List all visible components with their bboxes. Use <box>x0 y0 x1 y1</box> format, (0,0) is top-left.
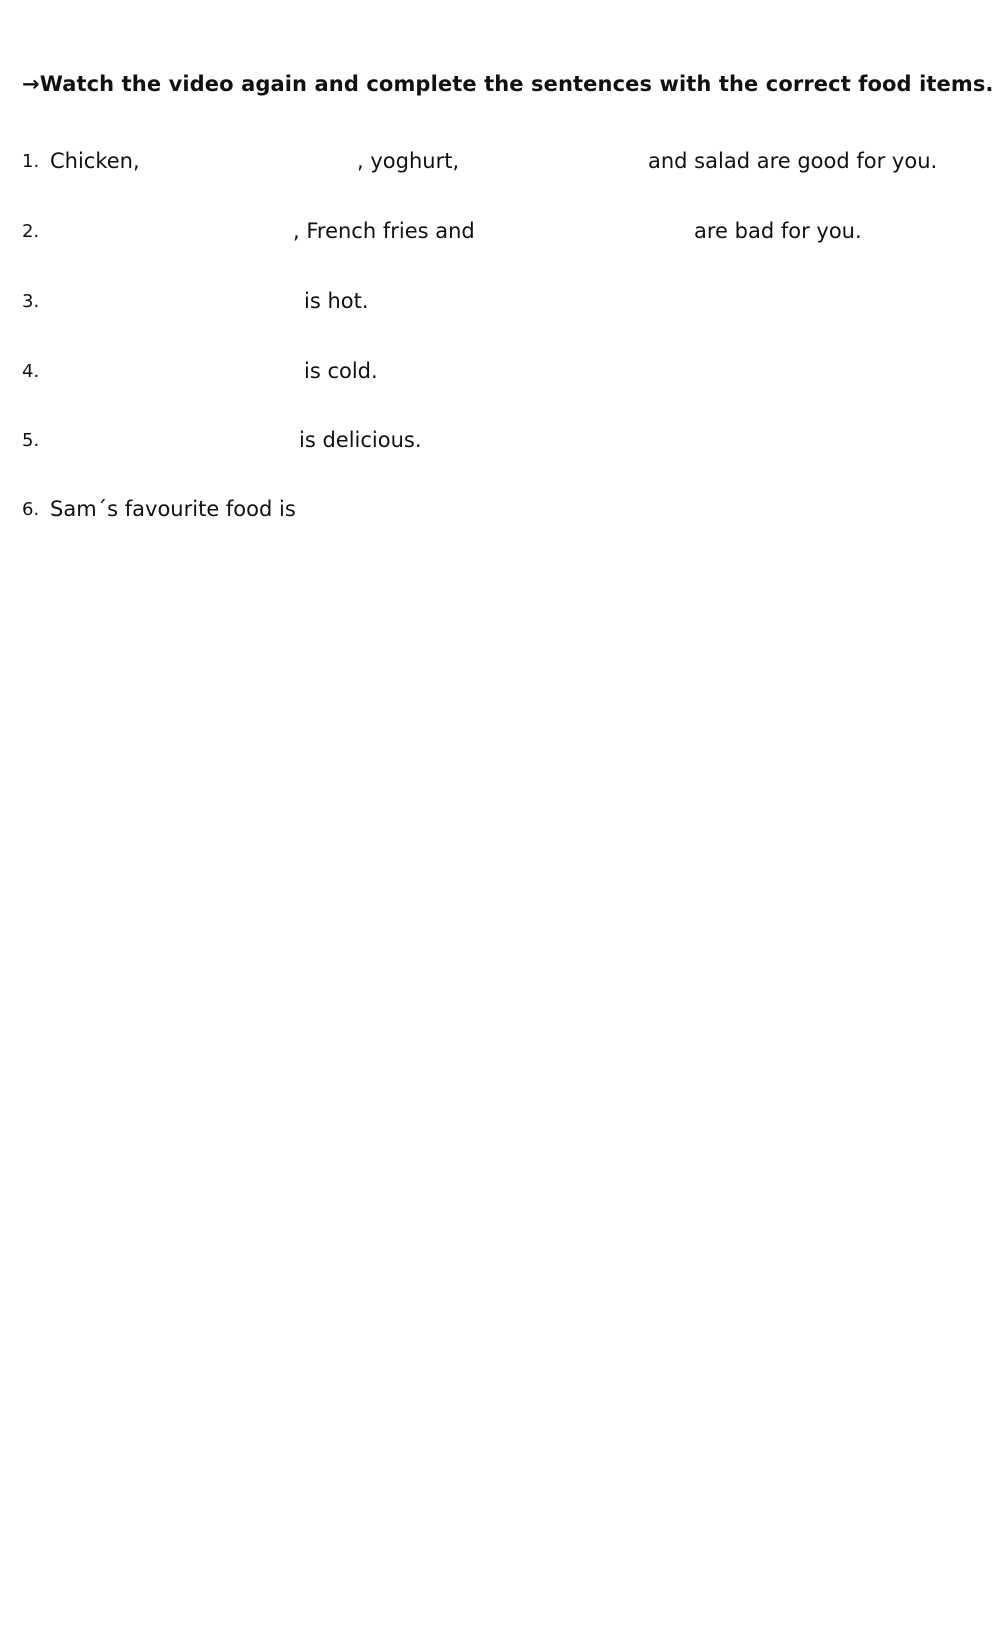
sentence-2-part-1: , French fries and <box>293 219 475 243</box>
sentence-1-part-1: Chicken, <box>50 149 140 173</box>
sentence-6-part-1: Sam´s favourite food is <box>50 497 296 521</box>
sentence-1-number: 1. <box>22 151 40 172</box>
sentence-1-part-3: and salad are good for you. <box>648 149 938 173</box>
instruction-heading <box>22 72 994 96</box>
sentence-1-part-2: , yoghurt, <box>357 149 460 173</box>
sentence-6-number: 6. <box>22 499 40 520</box>
sentence-2-number: 2. <box>22 221 40 242</box>
sentence-4-part-1: is cold. <box>304 359 378 383</box>
arrow-icon: → <box>22 72 40 96</box>
sentence-2-part-2: are bad for you. <box>694 219 862 243</box>
sentence-3-part-1: is hot. <box>304 289 369 313</box>
sentence-5-number: 5. <box>22 430 40 451</box>
sentence-3-number: 3. <box>22 291 40 312</box>
sentence-4-number: 4. <box>22 361 40 382</box>
instruction-text: Watch the video again and complete the sentences with the correct food items. <box>39 72 994 96</box>
sentence-5-part-1: is delicious. <box>299 428 422 452</box>
